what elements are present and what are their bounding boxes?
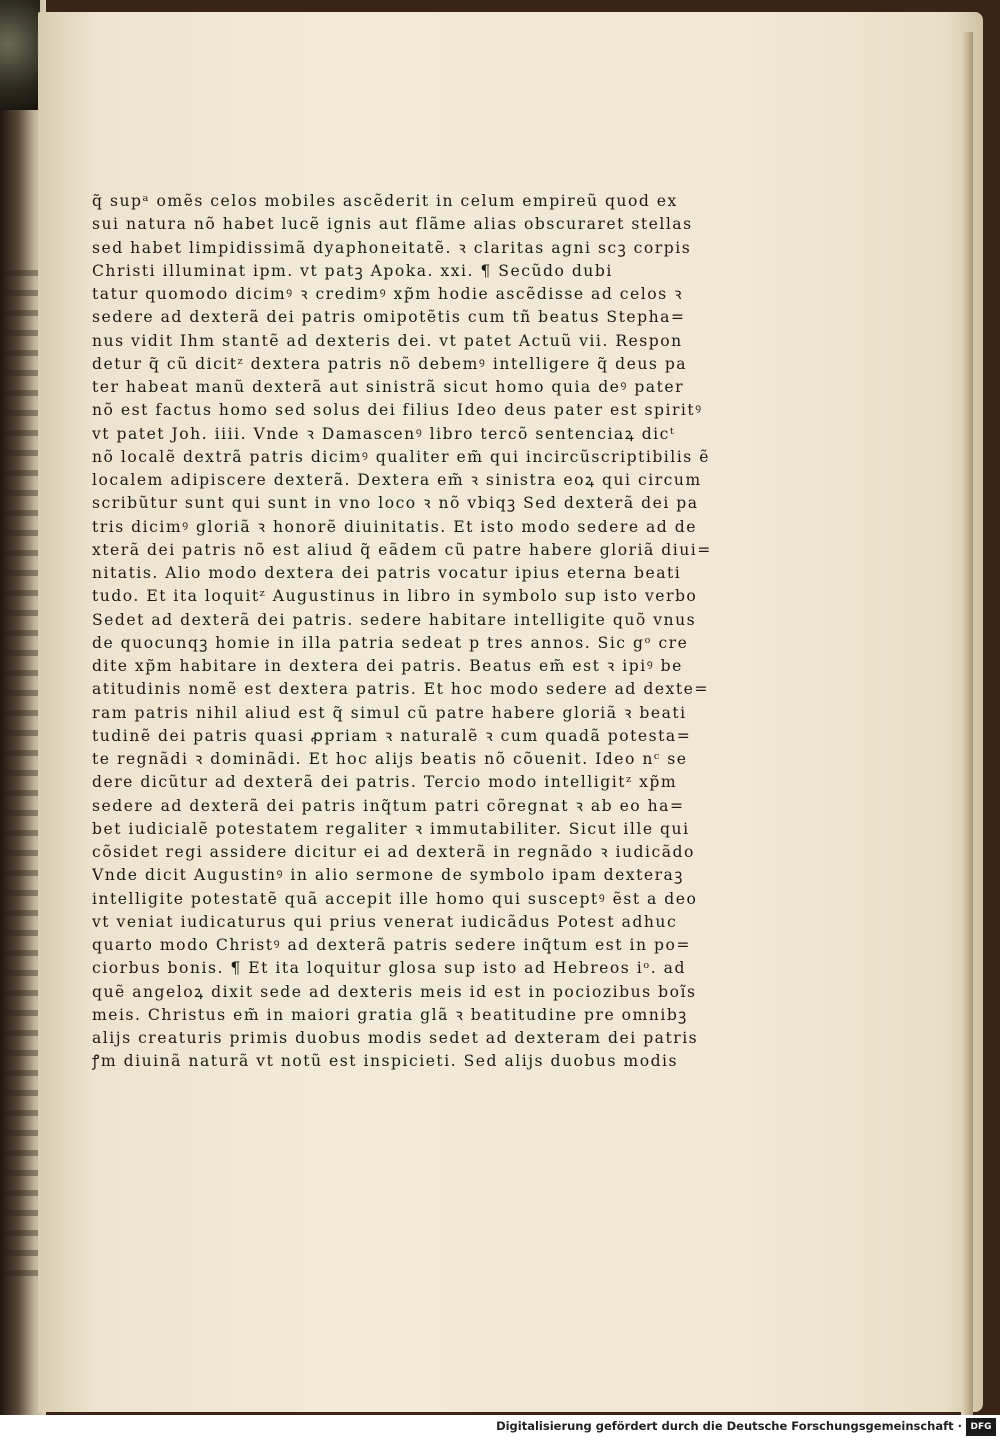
text-line: q̃ supᵃ omẽs celos mobiles ascẽderit in celum empireũ quod ex (92, 192, 678, 210)
text-line: tris dicimꝰ gloriã ꝛ honorẽ diuinitatis. Et isto modo sedere ad de (92, 517, 697, 536)
text-line: quarto modo Christꝰ ad dexterã patris sedere inq̃tum est in po= (92, 936, 691, 954)
text-line: scribũtur sunt qui sunt in vno loco ꝛ nõ vbiqꝫ Sed dexterã dei pa (92, 494, 699, 513)
text-line: Christi illuminat ipm. vt patꝫ Apoka. xxi. ¶ Secũdo dubi (92, 261, 613, 280)
text-line: atitudinis nomẽ est dextera patris. Et hoc modo sedere ad dexte= (92, 680, 709, 699)
text-line: Vnde dicit Augustinꝰ in alio sermone de symbolo ipam dexteraꝫ (92, 866, 684, 885)
text-line: vt patet Joh. iiii. Vnde ꝛ Damascenꝰ libro tercõ sentenciaꝝ dicᵗ (92, 424, 676, 443)
text-line: ter habeat manũ dexterã aut sinistrã sicut homo quia deꝰ pater (92, 378, 685, 396)
book-binding (0, 0, 40, 110)
text-line: sed habet limpidissimã dyaphoneitatẽ. ꝛ claritas agni scꝫ corpis (92, 238, 692, 257)
text-line: meis. Christus em̃ in maiori gratia glã ꝛ beatitudine pre omnibꝫ (92, 1005, 688, 1024)
text-line: ram patris nihil aliud est q̃ simul cũ patre habere gloriã ꝛ beati (92, 703, 687, 722)
text-line: nitatis. Alio modo dextera dei patris vocatur ipius eterna beati (92, 564, 682, 582)
text-line: nõ est factus homo sed solus dei filius Ideo deus pater est spiritꝰ (92, 401, 703, 420)
text-line: Sedet ad dexterã dei patris. sedere habitare intelligite quõ vnus (92, 610, 697, 629)
text-line: cõsidet regi assidere dicitur ei ad dexterã in regnãdo ꝛ iudicãdo (92, 843, 695, 861)
text-line: tudinẽ dei patris quasi ꝓpriam ꝛ naturalẽ ꝛ cum quadã potesta= (92, 726, 692, 745)
page-edge (961, 32, 973, 1422)
text-line: dere dicũtur ad dexterã dei patris. Tercio modo intelligitᶻ xp̃m (92, 773, 678, 792)
text-line: ciorbus bonis. ¶ Et ita loquitur glosa sup isto ad Hebreos iᵒ. ad (92, 959, 686, 978)
text-line: nus vidit Ihm stantẽ ad dexteris dei. vt patet Actuũ vii. Respon (92, 331, 683, 350)
text-line: ꝭm diuinã naturã vt notũ est inspicieti. Sed alijs duobus modis (92, 1052, 679, 1071)
text-block (92, 190, 792, 1074)
text-line: sedere ad dexterã dei patris inq̃tum patri cõregnat ꝛ ab eo ha= (92, 796, 685, 815)
text-line: sedere ad dexterã dei patris omipotẽtis cum tñ beatus Stepha= (92, 308, 686, 327)
dfg-logo: DFG (966, 1418, 996, 1436)
text-line: detur q̃ cũ dicitᶻ dextera patris nõ debemꝰ intelligere q̃ deus pa (92, 354, 688, 373)
text-line: bet iudicialẽ potestatem regaliter ꝛ immutabiliter. Sicut ille qui (92, 819, 690, 838)
text-line: tudo. Et ita loquitᶻ Augustinus in libro in symbolo sup isto verbo (92, 587, 698, 606)
text-line: intelligite potestatẽ quã accepit ille homo qui susceptꝰ ẽst a deo (92, 889, 698, 908)
footer-bar (0, 1415, 1000, 1440)
text-line: nõ localẽ dextrã patris dicimꝰ qualiter em̃ qui incircũscriptibilis ẽ (92, 447, 710, 466)
funding-credit: Digitalisierung gefördert durch die Deutsche Forschungsgemeinschaft · (496, 1419, 962, 1433)
text-line: quẽ angeloꝝ dixit sede ad dexteris meis id est in pociozibus boĩs (92, 982, 697, 1001)
text-line: te regnãdi ꝛ dominãdi. Et hoc alijs beatis nõ cõuenit. Ideo nᶜ se (92, 750, 688, 768)
text-line: tatur quomodo dicimꝰ ꝛ credimꝰ xp̃m hodie ascẽdisse ad celos ꝛ (92, 285, 683, 303)
text-line: sui natura nõ habet lucẽ ignis aut flãme alias obscuraret stellas (92, 215, 693, 234)
text-line: dite xp̃m habitare in dextera dei patris. Beatus em̃ est ꝛ ipiꝰ be (92, 657, 683, 675)
text-line: de quocunqꝫ homie in illa patria sedeat p tres annos. Sic gᵒ cre (92, 633, 689, 652)
text-line: xterã dei patris nõ est aliud q̃ eãdem cũ patre habere gloriã diui= (92, 540, 712, 559)
left-page-text-shadow (4, 270, 38, 1290)
text-line: localem adipiscere dexterã. Dextera em̃ ꝛ sinistra eoꝝ qui circum (92, 471, 702, 489)
text-line: vt veniat iudicaturus qui prius venerat iudicãdus Potest adhuc (92, 912, 678, 931)
text-line: alijs creaturis primis duobus modis sedet ad dexteram dei patris (92, 1029, 699, 1047)
